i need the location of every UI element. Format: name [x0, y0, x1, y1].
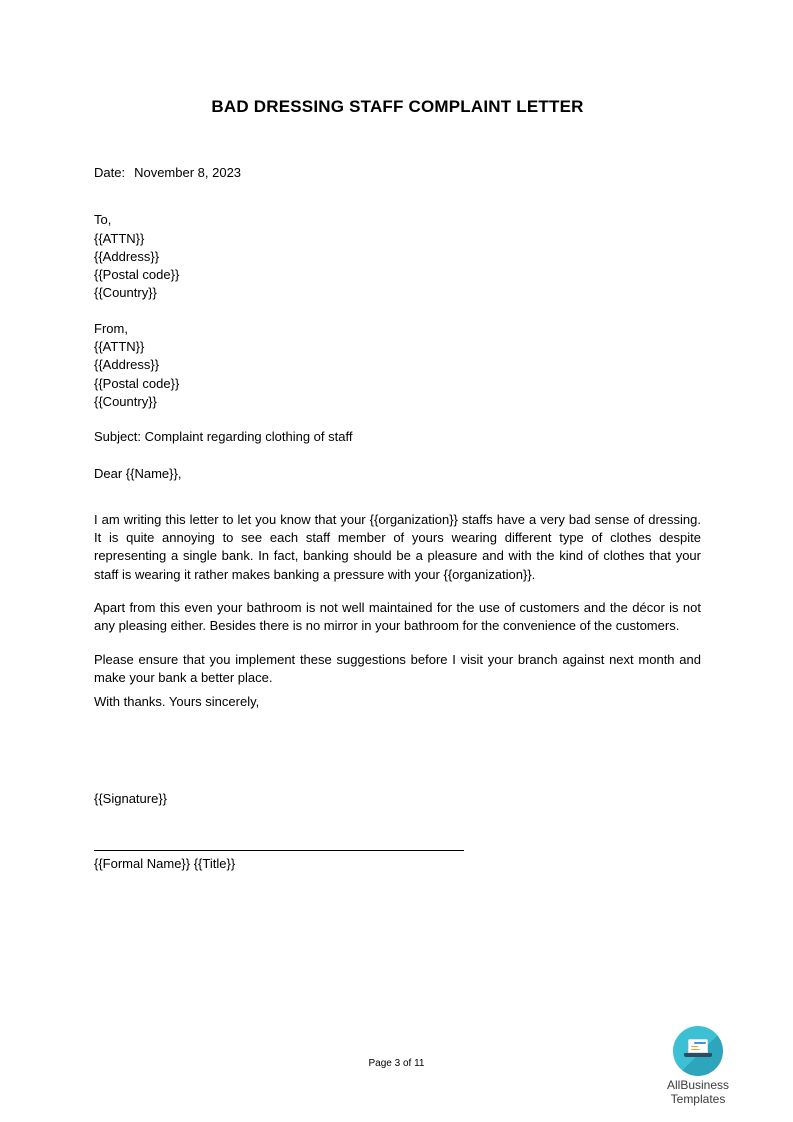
laptop-icon — [684, 1039, 712, 1057]
date-value: November 8, 2023 — [134, 165, 242, 180]
laptop-base — [684, 1053, 712, 1057]
screen-text-line — [691, 1049, 700, 1051]
to-label: To, — [94, 212, 112, 228]
body-paragraph: Apart from this even your bathroom is not well maintained for the use of customers and the décor is not any pleasing either. Besides there is no mirror in your bathroom for the convenience of the customers. — [94, 600, 701, 634]
body-paragraph: I am writing this letter to let you know that your {{organization}} staffs have a very bad sense of dressing. It is quite annoying to see each staff member of yours wearing different type of clothes despite representing a single bank. In fact, banking should be a pleasure and with the kind of clothes that your staff is wearing it rather makes banking a pressure with your {{organization}}. — [94, 511, 701, 582]
signature-placeholder: {{Signature}} — [94, 790, 168, 806]
screen-bar — [694, 1042, 706, 1044]
allbusiness-logo — [660, 1026, 736, 1106]
from-address-block — [94, 320, 701, 411]
signature-rule — [94, 850, 464, 851]
laptop-screen — [688, 1039, 708, 1053]
salutation: Dear {{Name}}, — [94, 465, 182, 481]
from-postal-placeholder: {{Postal code}} — [94, 375, 180, 391]
letter-title: BAD DRESSING STAFF COMPLAINT LETTER — [211, 97, 584, 116]
letter-content — [94, 0, 701, 873]
date-label: Date: — [94, 165, 126, 180]
date-line — [94, 164, 701, 182]
screen-text-line — [691, 1046, 698, 1048]
to-address-placeholder: {{Address}} — [94, 248, 160, 264]
to-country-placeholder: {{Country}} — [94, 285, 157, 301]
brand-line-1: AllBusiness — [666, 1078, 730, 1092]
from-country-placeholder: {{Country}} — [94, 393, 157, 409]
page-number: Page 3 of 11 — [368, 1058, 425, 1069]
body-paragraph: Please ensure that you implement these suggestions before I visit your branch against next month and make your bank a better place. — [94, 651, 701, 685]
signoff-name-title: {{Formal Name}} {{Title}} — [94, 855, 236, 871]
subject-line: Subject: Complaint regarding clothing of staff — [94, 429, 353, 445]
to-address-block — [94, 211, 701, 302]
brand-text — [660, 1078, 736, 1106]
to-attn-placeholder: {{ATTN}} — [94, 230, 145, 246]
from-address-placeholder: {{Address}} — [94, 357, 160, 373]
brand-line-2: Templates — [670, 1092, 726, 1106]
to-postal-placeholder: {{Postal code}} — [94, 267, 180, 283]
closing-line: With thanks. Yours sincerely, — [94, 694, 260, 710]
laptop-logo-icon — [673, 1026, 723, 1076]
from-attn-placeholder: {{ATTN}} — [94, 339, 145, 355]
from-label: From, — [94, 320, 128, 336]
